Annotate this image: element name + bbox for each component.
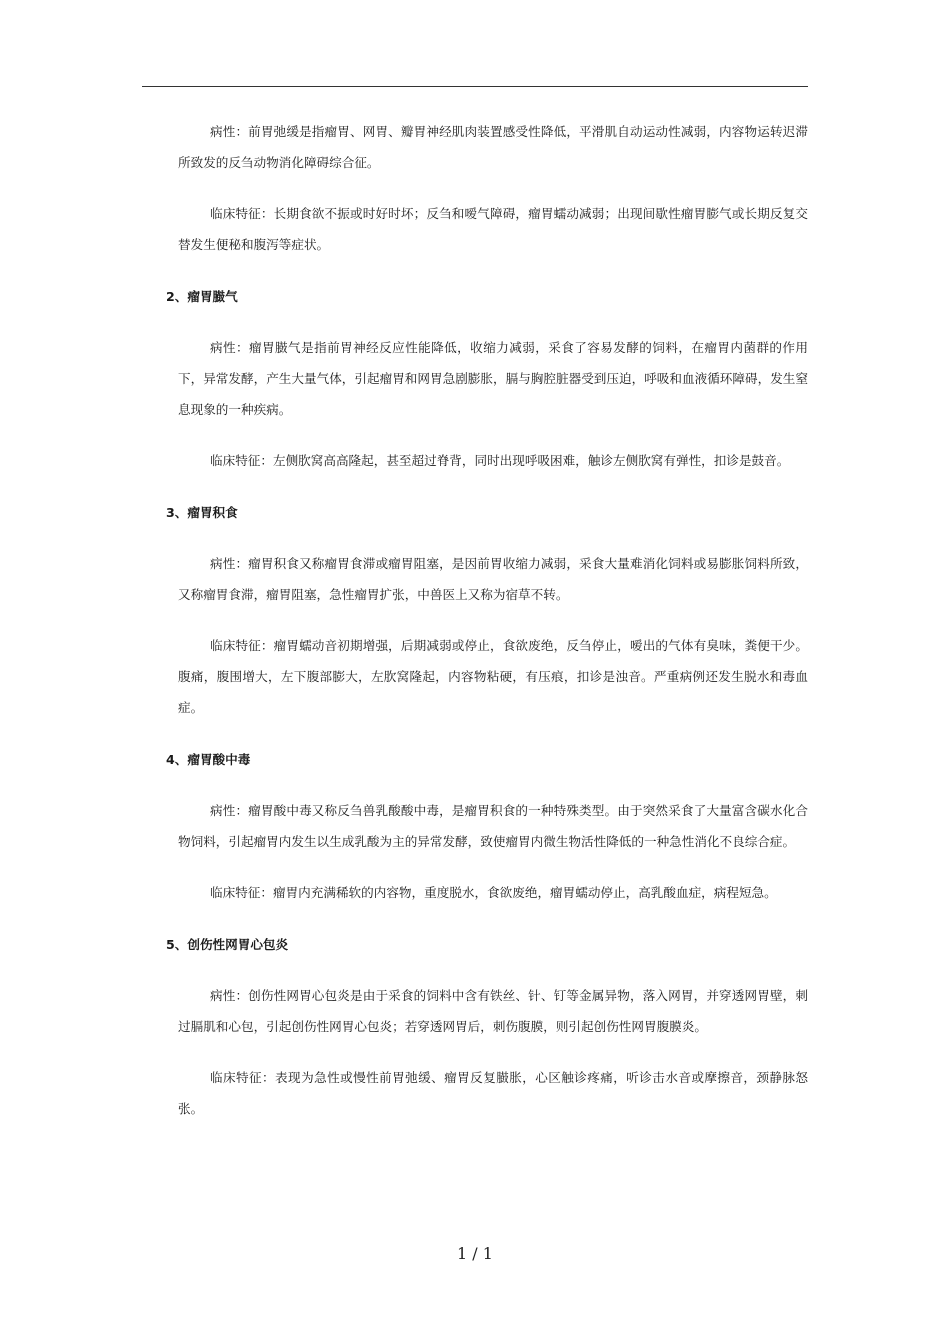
paragraph-pathology: 病性：创伤性网胃心包炎是由于采食的饲料中含有铁丝、针、钉等金属异物，落入网胃，并穿透网胃壁，刺过膈肌和心包，引起创伤性网胃心包炎；若穿透网胃后，刺伤腹膜，则引起创伤性网胃腹膜炎。 <box>178 988 808 1034</box>
paragraph-clinical-features: 临床特征：瘤胃蠕动音初期增强，后期减弱或停止，食欲废绝，反刍停止，嗳出的气体有臭味，粪便干少。腹痛，腹围增大，左下腹部膨大，左肷窝隆起，内容物粘硬，有压痕，扣诊是浊音。严重病例还发生脱水和毒血症。 <box>178 638 808 715</box>
document-body <box>166 104 808 1124</box>
paragraph-clinical-features: 临床特征：长期食欲不振或时好时坏；反刍和嗳气障碍，瘤胃蠕动减弱；出现间歇性瘤胃膨气或长期反复交替发生便秘和腹泻等症状。 <box>178 206 808 252</box>
header-rule <box>142 86 808 87</box>
page-number: 1 / 1 <box>457 1244 493 1263</box>
section-heading: 2、瘤胃臌气 <box>166 289 238 304</box>
section-heading: 3、瘤胃积食 <box>166 505 238 520</box>
paragraph-pathology: 病性：瘤胃积食又称瘤胃食滞或瘤胃阻塞，是因前胃收缩力减弱，采食大量难消化饲料或易膨胀饲料所致，又称瘤胃食滞，瘤胃阻塞，急性瘤胃扩张，中兽医上又称为宿草不转。 <box>178 556 808 602</box>
paragraph-pathology: 病性：前胃弛缓是指瘤胃、网胃、瓣胃神经肌肉装置感受性降低，平滑肌自动运动性减弱，内容物运转迟滞所致发的反刍动物消化障碍综合征。 <box>178 124 808 170</box>
paragraph-clinical-features: 临床特征：表现为急性或慢性前胃弛缓、瘤胃反复臌胀，心区触诊疼痛，听诊击水音或摩擦音，颈静脉怒张。 <box>178 1070 808 1116</box>
paragraph-clinical-features: 临床特征：瘤胃内充满稀软的内容物，重度脱水，食欲废绝，瘤胃蠕动停止，高乳酸血症，病程短急。 <box>210 885 777 900</box>
paragraph-pathology: 病性：瘤胃酸中毒又称反刍兽乳酸酸中毒，是瘤胃积食的一种特殊类型。由于突然采食了大量富含碳水化合物饲料，引起瘤胃内发生以生成乳酸为主的异常发酵，致使瘤胃内微生物活性降低的一种急性消化不良综合症。 <box>178 803 808 849</box>
paragraph-pathology: 病性：瘤胃臌气是指前胃神经反应性能降低，收缩力减弱，采食了容易发酵的饲料，在瘤胃内菌群的作用下，异常发酵，产生大量气体，引起瘤胃和网胃急剧膨胀，膈与胸腔脏器受到压迫，呼吸和血液循环障碍，发生窒息现象的一种疾病。 <box>178 340 808 417</box>
section-heading: 4、瘤胃酸中毒 <box>166 752 251 767</box>
section-heading: 5、创伤性网胃心包炎 <box>166 937 289 952</box>
paragraph-clinical-features: 临床特征：左侧肷窝高高隆起，甚至超过脊背，同时出现呼吸困难，触诊左侧肷窝有弹性，扣诊是鼓音。 <box>210 453 790 468</box>
